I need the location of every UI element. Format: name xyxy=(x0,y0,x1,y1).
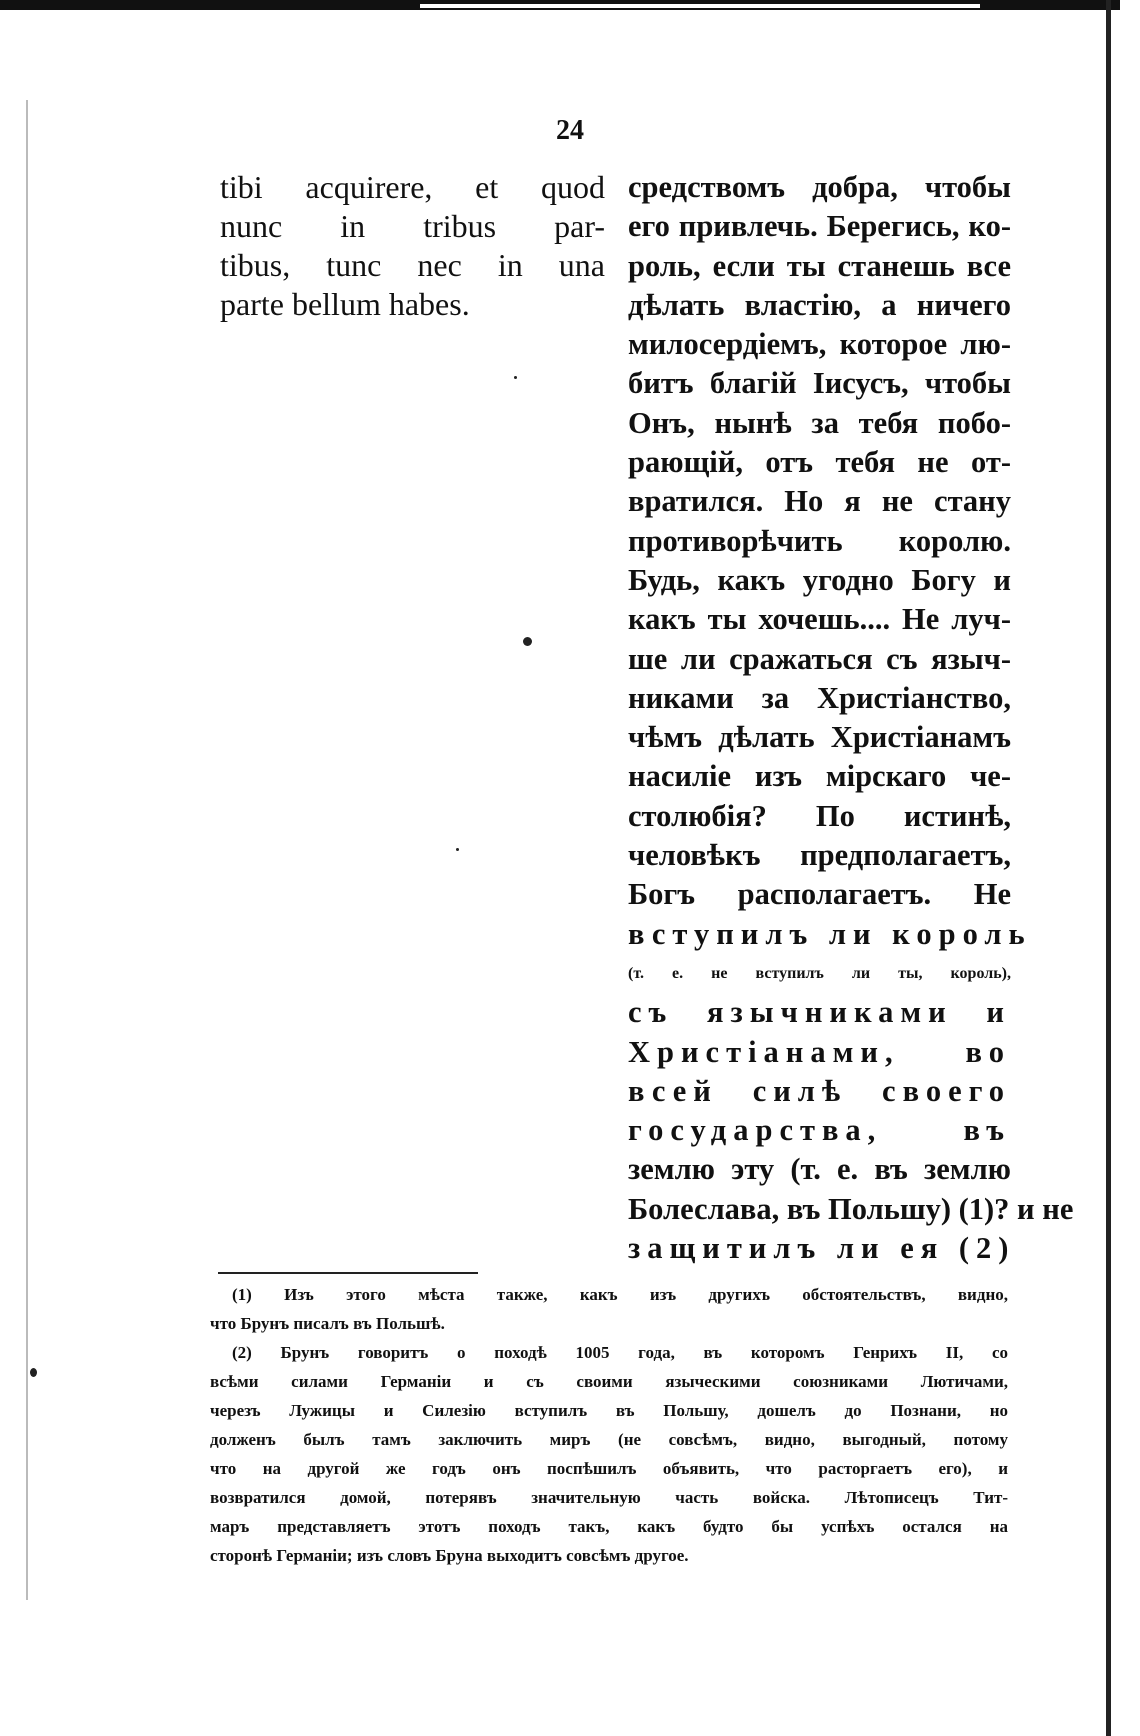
footnote-line: (2) Брунъ говоритъ о походѣ 1005 года, въ которомъ Генрихъ II, со xyxy=(232,1343,1008,1362)
ink-dot-mark xyxy=(523,637,532,646)
footnote-line: долженъ былъ тамъ заключить миръ (не совсѣмъ, видно, выгодный, потому xyxy=(210,1430,1008,1449)
russian-line: столюбія? По истинѣ, xyxy=(628,798,1011,833)
russian-line: ше ли сражаться съ языч- xyxy=(628,641,1011,676)
russian-line: милосердіемъ, которое лю- xyxy=(628,327,1011,362)
russian-line-spaced: Христіанами, во xyxy=(628,1034,1011,1069)
russian-line: роль, если ты станешь все xyxy=(628,248,1011,283)
russian-line: противорѣчить королю. xyxy=(628,523,1011,558)
russian-line: насиліе изъ мірскаго че- xyxy=(628,759,1011,794)
russian-line-small: (т. е. не вступилъ ли ты, король), xyxy=(628,964,1011,982)
russian-line: Болеслава, въ Польшу) (1)? и не xyxy=(628,1191,1074,1226)
russian-line-spaced: защитилъ ли ея (2) xyxy=(628,1231,1016,1266)
footnote-line: что Брунъ писалъ въ Польшѣ. xyxy=(210,1314,445,1333)
russian-line-spaced: государства, въ xyxy=(628,1113,1011,1148)
russian-text-column xyxy=(628,168,1074,1268)
footnote-line: черезъ Лужицы и Силезію вступилъ въ Польшу, дошелъ до Познани, но xyxy=(210,1401,1008,1420)
russian-line: никами за Христіанство, xyxy=(628,680,1011,715)
footnote-line: что на другой же годъ онъ поспѣшилъ объявить, что расторгаетъ его), и xyxy=(210,1459,1008,1478)
footnote-line: всѣми силами Германіи и съ своими языческими союзниками Лютичами, xyxy=(210,1372,1008,1391)
russian-line: дѣлать властію, а ничего xyxy=(628,287,1011,322)
footnote-line: (1) Изъ этого мѣста также, какъ изъ другихъ обстоятельствъ, видно, xyxy=(232,1285,1008,1304)
latin-text-column xyxy=(220,168,605,324)
margin-ink-mark xyxy=(30,1368,37,1377)
page-number: 24 xyxy=(556,115,584,146)
russian-line-spaced: всей силѣ своего xyxy=(628,1073,1011,1108)
footnote-separator xyxy=(218,1272,478,1274)
russian-line-spaced: съ язычниками и xyxy=(628,995,1011,1030)
footnotes xyxy=(210,1280,1008,1570)
russian-line: Онъ, нынѣ за тебя побо- xyxy=(628,405,1011,440)
right-page-edge xyxy=(1106,0,1111,1736)
russian-line: землю эту (т. е. въ землю xyxy=(628,1152,1011,1187)
russian-line: рающій, отъ тебя не от- xyxy=(628,445,1011,480)
top-border-gap xyxy=(420,4,980,8)
footnote-line: маръ представляетъ этотъ походъ такъ, какъ будто бы успѣхъ остался на xyxy=(210,1517,1008,1536)
russian-line: средствомъ добра, чтобы xyxy=(628,170,1011,204)
footnote-line: возвратился домой, потерявъ значительную часть войска. Лѣтописецъ Тит- xyxy=(210,1488,1008,1507)
footnote-line: сторонѣ Германіи; изъ словъ Бруна выходитъ совсѣмъ другое. xyxy=(210,1546,689,1565)
russian-line: Будь, какъ угодно Богу и xyxy=(628,562,1011,597)
russian-line: битъ благій Іисусъ, чтобы xyxy=(628,366,1011,401)
russian-line: чѣмъ дѣлать Христіанамъ xyxy=(628,720,1011,755)
russian-line: человѣкъ предполагаетъ, xyxy=(628,838,1011,873)
latin-line: tibi acquirere, et quod xyxy=(220,169,605,205)
specks-mark xyxy=(456,848,459,851)
russian-line-spaced: вступилъ ли король xyxy=(628,916,1032,951)
russian-line: вратился. Но я не стану xyxy=(628,484,1011,519)
russian-line: его привлечь. Берегись, ко- xyxy=(628,209,1011,244)
specks-mark xyxy=(514,376,517,379)
left-page-edge xyxy=(26,100,28,1600)
russian-line: Богъ располагаетъ. Не xyxy=(628,877,1011,912)
latin-line: parte bellum habes. xyxy=(220,286,470,322)
latin-line: nunc in tribus par- xyxy=(220,208,605,244)
russian-line: какъ ты хочешь.... Не луч- xyxy=(628,602,1011,637)
latin-line: tibus, tunc nec in una xyxy=(220,247,605,283)
